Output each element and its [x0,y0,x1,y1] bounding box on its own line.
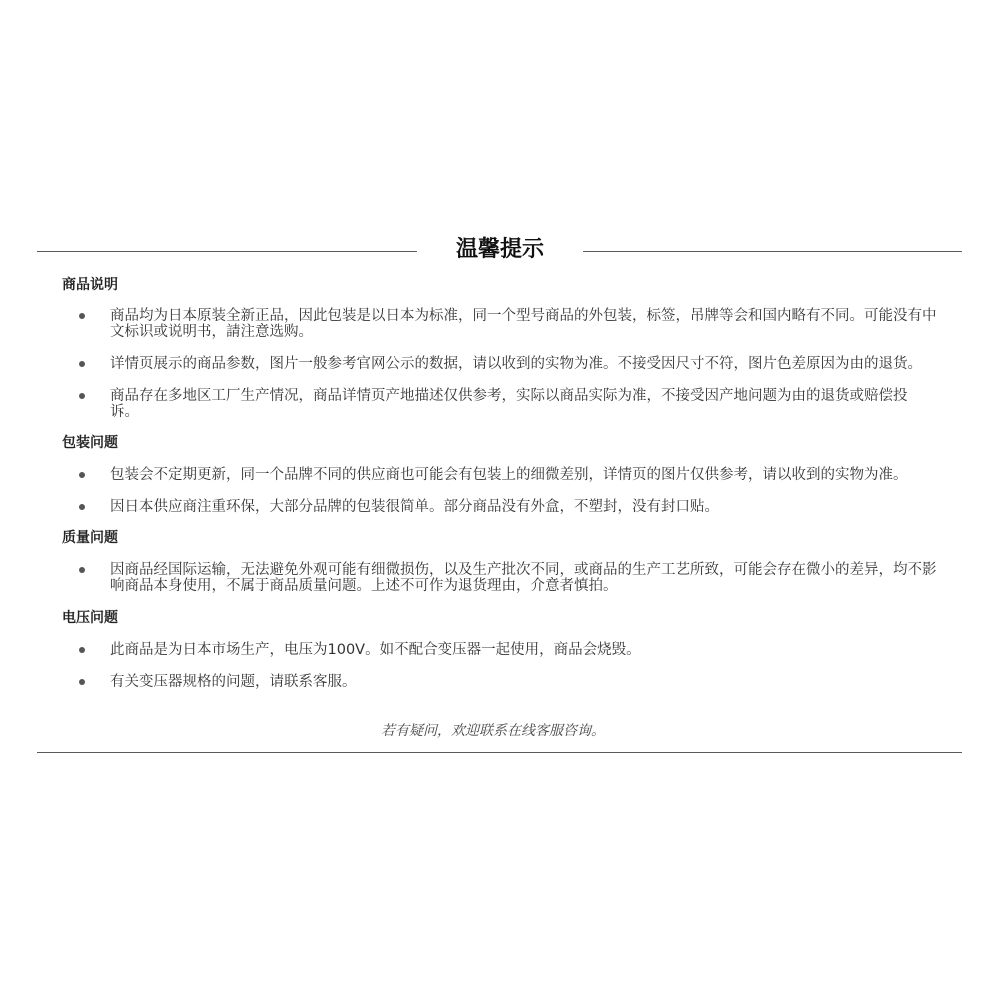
bullet-icon [79,313,85,319]
page-title: 温馨提示 [455,237,544,262]
item-text-line: 此商品是为日本市场生产，电压为100V。如不配合变压器一起使用，商品会烧毁。 [110,642,641,658]
bullet-icon [79,361,85,367]
item-text-line: 商品存在多地区工厂生产情况，商品详情页产地描述仅供参考，实际以商品实际为准，不接受因产地问题为由的退货或赔偿投 [110,388,908,404]
item-text-line: 商品均为日本原装全新正品，因此包装是以日本为标准，同一个型号商品的外包装，标签，吊牌等会和国内略有不同。可能没有中 [110,308,937,324]
section-heading-packaging: 包装问题 [62,435,118,451]
bullet-icon [79,504,85,510]
item-text-line: 因日本供应商注重环保，大部分品牌的包装很简单。部分商品没有外盒，不塑封，没有封口贴。 [110,499,719,515]
item-text-line: 因商品经国际运输，无法避免外观可能有细微损伤，以及生产批次不同，或商品的生产工艺所致，可能会存在微小的差异，均不影 [110,562,937,578]
section-heading-quality: 质量问题 [62,530,118,546]
section-heading-voltage: 电压问题 [62,610,118,626]
item-text-line: 文标识或说明书，請注意选购。 [110,324,313,340]
item-text-line: 详情页展示的商品参数，图片一般参考官网公示的数据，请以收到的实物为准。不接受因尺寸不符，图片色差原因为由的退货。 [110,356,922,372]
bullet-icon [79,393,85,399]
bullet-icon [79,679,85,685]
bullet-icon [79,567,85,573]
bullet-icon [79,647,85,653]
item-text-line: 响商品本身使用，不属于商品质量问题。上述不可作为退货理由，介意者慎拍。 [110,578,618,594]
item-text-line: 诉。 [110,404,139,420]
footer-note: 若有疑问，欢迎联系在线客服咨询。 [381,723,605,739]
item-text-line: 包装会不定期更新，同一个品牌不同的供应商也可能会有包装上的细微差别，详情页的图片仅供参考，请以收到的实物为准。 [110,467,908,483]
title-rule-right [583,251,962,252]
section-heading-product-info: 商品说明 [62,277,118,293]
title-rule-left [37,251,417,252]
item-text-line: 有关变压器规格的问题，请联系客服。 [110,674,357,690]
bottom-rule [37,752,962,753]
bullet-icon [79,472,85,478]
